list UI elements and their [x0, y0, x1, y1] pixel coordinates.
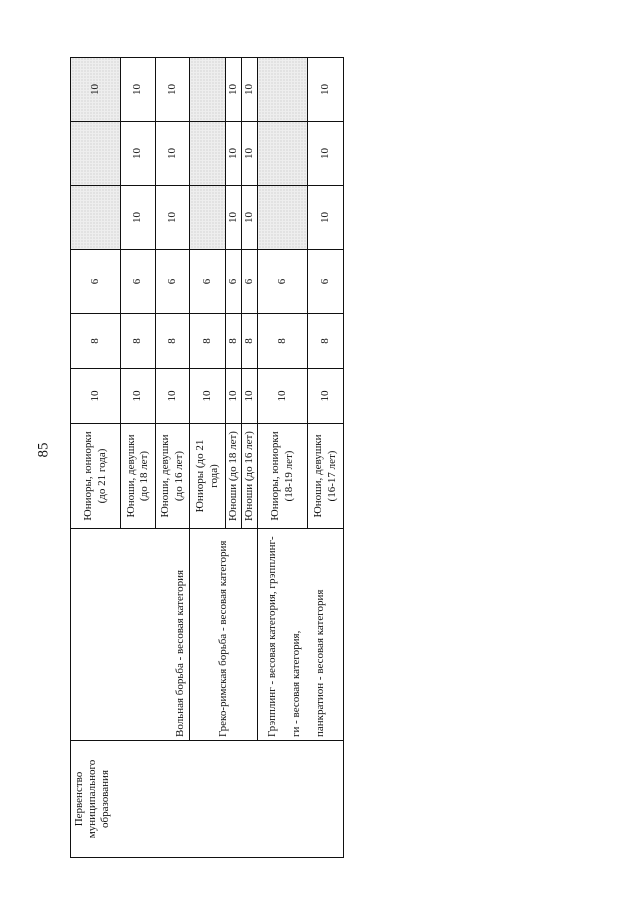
- value-cell: [258, 58, 308, 122]
- group-cell: Юноши (до 16 лет): [242, 424, 258, 529]
- value-cell: 10: [121, 186, 156, 250]
- value-cell: 10: [156, 369, 190, 424]
- group-cell: Юноши (до 18 лет): [226, 424, 242, 529]
- discipline-cell: Вольная борьба - весовая категория: [71, 529, 190, 741]
- value-cell: 10: [308, 58, 344, 122]
- value-cell: [258, 122, 308, 186]
- table-row: [71, 58, 121, 858]
- value-cell: 8: [242, 314, 258, 369]
- value-cell: 8: [308, 314, 344, 369]
- value-cell: 6: [71, 250, 121, 314]
- value-cell: 10: [71, 369, 121, 424]
- value-cell: 10: [308, 122, 344, 186]
- value-cell: 8: [71, 314, 121, 369]
- competition-table: [70, 57, 344, 858]
- value-cell: 10: [226, 186, 242, 250]
- value-cell: 8: [156, 314, 190, 369]
- level-cell: Первенство муниципального образования: [71, 741, 344, 858]
- group-cell: Юноши, девушки (до 18 лет): [121, 424, 156, 529]
- value-cell: 8: [258, 314, 308, 369]
- value-cell: 10: [308, 186, 344, 250]
- value-cell: 10: [156, 122, 190, 186]
- value-cell: 10: [242, 122, 258, 186]
- value-cell: 6: [258, 250, 308, 314]
- value-cell: 10: [226, 122, 242, 186]
- value-cell: 10: [121, 122, 156, 186]
- value-cell: 10: [71, 58, 121, 122]
- value-cell: [190, 58, 226, 122]
- value-cell: 8: [226, 314, 242, 369]
- value-cell: 10: [190, 369, 226, 424]
- value-cell: 10: [308, 369, 344, 424]
- discipline-text: Грэпплинг - весовая категория, грэпплинг-ги - весовая категория,: [266, 536, 303, 737]
- value-cell: 6: [226, 250, 242, 314]
- value-cell: 6: [308, 250, 344, 314]
- page-number: 85: [35, 442, 52, 458]
- table-row: [258, 58, 308, 858]
- value-cell: [71, 186, 121, 250]
- group-cell: Юниоры, юниорки (до 21 года): [71, 424, 121, 529]
- value-cell: [190, 122, 226, 186]
- group-cell: Юноши, девушки (16-17 лет): [308, 424, 344, 529]
- rotated-table-container: [70, 58, 343, 858]
- value-cell: 10: [242, 58, 258, 122]
- value-cell: 10: [226, 369, 242, 424]
- group-cell: Юноши, девушки (до 16 лет): [156, 424, 190, 529]
- value-cell: 8: [121, 314, 156, 369]
- discipline-cell: Греко-римская борьба - весовая категория: [190, 529, 258, 741]
- value-cell: 10: [242, 369, 258, 424]
- value-cell: 10: [121, 369, 156, 424]
- value-cell: 10: [242, 186, 258, 250]
- value-cell: 8: [190, 314, 226, 369]
- value-cell: 10: [121, 58, 156, 122]
- value-cell: 6: [121, 250, 156, 314]
- group-cell: Юниоры, юниорки (18-19 лет): [258, 424, 308, 529]
- value-cell: 6: [156, 250, 190, 314]
- group-cell: Юниоры (до 21 года): [190, 424, 226, 529]
- value-cell: 10: [156, 58, 190, 122]
- discipline-cell: [258, 529, 344, 741]
- value-cell: 6: [190, 250, 226, 314]
- table-row: [190, 58, 226, 858]
- value-cell: 10: [258, 369, 308, 424]
- value-cell: [71, 122, 121, 186]
- value-cell: [258, 186, 308, 250]
- value-cell: 6: [242, 250, 258, 314]
- value-cell: 10: [226, 58, 242, 122]
- discipline-text: панкратион - весовая категория: [314, 589, 327, 737]
- value-cell: 10: [156, 186, 190, 250]
- value-cell: [190, 186, 226, 250]
